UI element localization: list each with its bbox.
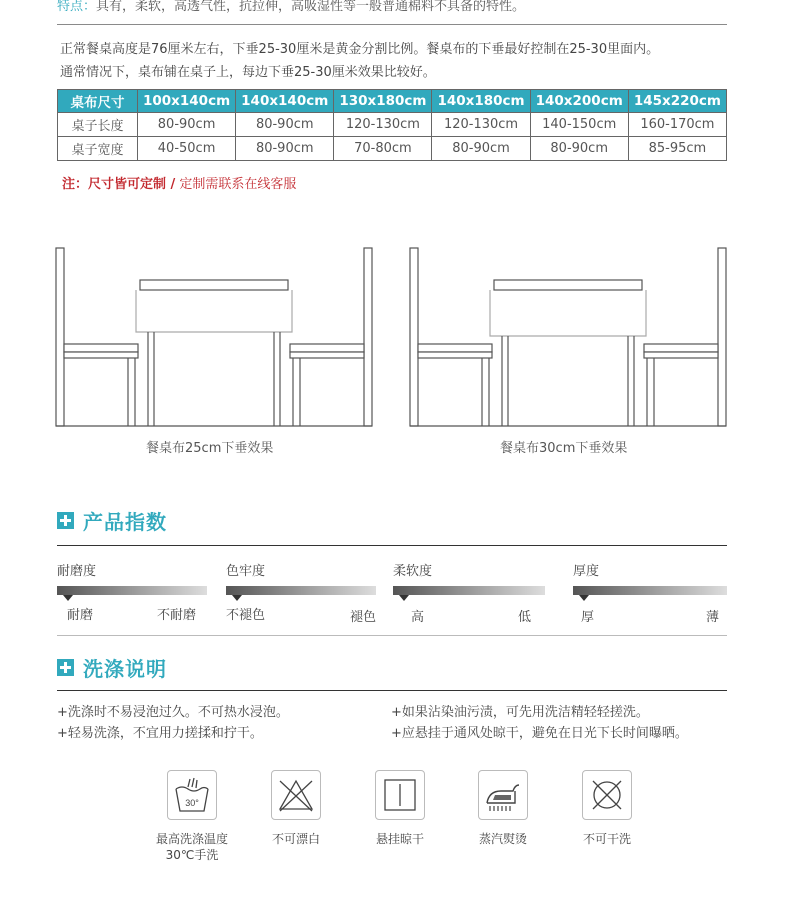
divider: [57, 545, 727, 546]
custom-size-note: [62, 173, 296, 192]
washing-heading: [57, 653, 167, 682]
index-name: 厚度: [573, 564, 600, 579]
intro-line-1: 正常餐桌高度是76厘米左右，下垂25-30厘米是黄金分割比例。餐桌布的下垂最好控制在25-30里面内。: [60, 42, 660, 57]
header-cell: 桌布尺寸: [58, 90, 138, 113]
table-cell: 桌子宽度: [58, 137, 138, 161]
hand-wash-30-icon: [167, 770, 217, 820]
index-low-label: 耐磨: [67, 608, 94, 623]
no-dry-clean-icon: [582, 770, 632, 820]
table-cell: 120-130cm: [334, 113, 432, 137]
icon-label: 悬挂晾干: [375, 832, 424, 846]
feature-text: [57, 0, 525, 14]
washing-tips-right: [391, 702, 688, 744]
plus-icon: [57, 512, 74, 529]
washing-tips-left: [57, 702, 289, 744]
table-cell: 120-130cm: [432, 113, 530, 137]
index-low-label: 不褪色: [226, 608, 266, 623]
product-index-heading: [57, 506, 167, 535]
table-cell: 80-90cm: [530, 137, 628, 161]
size-table-header: [58, 90, 727, 113]
index-marker: [399, 595, 409, 601]
divider: [57, 690, 727, 691]
index-bar: [573, 586, 727, 595]
index-bar: [226, 586, 376, 595]
index-low-label: 厚: [581, 610, 595, 625]
note-bold: 注：尺寸皆可定制 /: [62, 177, 176, 192]
washing-tip: +洗涤时不易浸泡过久。不可热水浸泡。: [57, 705, 289, 720]
washing-tip: +轻易洗涤，不宜用力搓揉和拧干。: [57, 726, 263, 741]
hand-wash-30-icon-graphic: [168, 771, 216, 819]
table-cell: 85-95cm: [628, 137, 726, 161]
intro-text: [60, 38, 659, 84]
feature-label: 特点：: [57, 0, 97, 14]
no-bleach-icon: [271, 770, 321, 820]
table-cell: 80-90cm: [432, 137, 530, 161]
header-cell: 140x180cm: [432, 90, 530, 113]
plus-icon: [57, 659, 74, 676]
washing-tip: +如果沾染油污渍，可先用洗洁精轻轻搓洗。: [391, 705, 649, 720]
index-bar: [393, 586, 545, 595]
diagram-caption-30cm: 餐桌布30cm下垂效果: [500, 441, 628, 456]
index-high-label: 薄: [706, 610, 720, 625]
index-wear: [57, 560, 207, 623]
table-row: [58, 137, 727, 161]
index-high-label: 低: [518, 610, 532, 625]
note-rest: 定制需联系在线客服: [175, 177, 297, 192]
icon-label: 不可干洗: [582, 832, 631, 846]
table-cell: 桌子长度: [58, 113, 138, 137]
index-marker: [63, 595, 73, 601]
diagram-caption-25cm: 餐桌布25cm下垂效果: [146, 441, 274, 456]
table-cell: 80-90cm: [138, 113, 236, 137]
divider: [57, 24, 727, 25]
header-cell: 130x180cm: [334, 90, 432, 113]
size-table: [57, 89, 727, 161]
index-name: 柔软度: [393, 564, 433, 579]
index-low-label: 高: [411, 610, 425, 625]
feature-body: 具有，柔软，高透气性，抗拉伸，高吸湿性等一般普通棉料不具备的特性。: [96, 0, 526, 14]
icon-label: [152, 831, 232, 863]
index-bar: [57, 586, 207, 595]
header-cell: 145x220cm: [628, 90, 726, 113]
index-marker: [579, 595, 589, 601]
index-name: 耐磨度: [57, 564, 97, 579]
icon-label: 蒸汽熨烫: [478, 832, 527, 846]
index-softness: [393, 560, 545, 625]
icon-label-line: 最高洗涤温度: [155, 832, 228, 846]
icon-label: 不可漂白: [271, 832, 320, 846]
washing-tip: +应悬挂于通风处晾干，避免在日光下长时间曝晒。: [391, 726, 688, 741]
table-30cm-diagram: [404, 240, 734, 432]
divider: [57, 635, 727, 636]
table-cell: 70-80cm: [334, 137, 432, 161]
hang-dry-icon: [375, 770, 425, 820]
washing-title: 洗涤说明: [83, 657, 167, 681]
wash-temp-label: 30°: [185, 798, 199, 808]
table-cell: 80-90cm: [236, 113, 334, 137]
intro-line-2: 通常情况下，桌布铺在桌子上，每边下垂25-30厘米效果比较好。: [60, 65, 436, 80]
header-cell: 100x140cm: [138, 90, 236, 113]
index-name: 色牢度: [226, 564, 266, 579]
index-high-label: 不耐磨: [157, 608, 197, 623]
header-cell: 140x140cm: [236, 90, 334, 113]
icon-label-line: 30℃手洗: [165, 848, 219, 862]
table-cell: 140-150cm: [530, 113, 628, 137]
steam-iron-icon: [478, 770, 528, 820]
product-index-title: 产品指数: [83, 510, 167, 534]
header-cell: 140x200cm: [530, 90, 628, 113]
table-cell: 160-170cm: [628, 113, 726, 137]
table-cell: 40-50cm: [138, 137, 236, 161]
table-25cm-diagram: [50, 240, 380, 432]
index-high-label: 褪色: [350, 610, 377, 625]
index-colorfast: [226, 560, 377, 625]
table-cell: 80-90cm: [236, 137, 334, 161]
table-row: [58, 113, 727, 137]
index-thickness: [573, 560, 727, 625]
index-marker: [232, 595, 242, 601]
